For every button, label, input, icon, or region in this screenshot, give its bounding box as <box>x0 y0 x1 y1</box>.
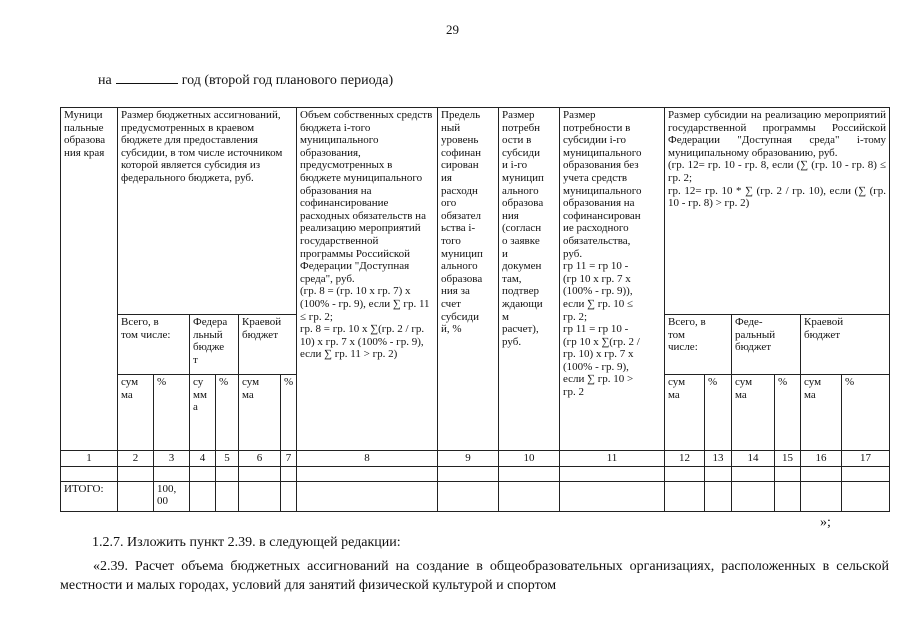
header-percent: % <box>842 375 890 451</box>
column-number: 11 <box>560 451 665 467</box>
column-number: 7 <box>281 451 297 467</box>
column-number: 5 <box>216 451 239 467</box>
header-own-funds: Объем собственных средств бюджета i-того муниципального образования, предусмотренных в бюджете муниципального образования на софинансирование расходных обязательств на реализацию мероприятий государственной программы Российской Федерации "Доступная среда", руб. (гр. 8 = (гр. 10 х гр. 7) х (100% - гр. 9), если ∑ гр. 11 ≤ гр. 2; гр. 8 = гр. 10 х ∑(гр. 2 / гр. 10) х гр. 7 х (100% - гр. 9), если ∑ гр. 11 > гр. 2) <box>297 108 438 451</box>
page-number: 29 <box>446 22 459 37</box>
header-sum: сум ма <box>801 375 842 451</box>
closing-quote: »; <box>820 515 831 530</box>
column-number: 10 <box>499 451 560 467</box>
empty-row <box>61 466 890 481</box>
column-number: 2 <box>118 451 154 467</box>
column-number-row <box>61 451 890 467</box>
column-number: 9 <box>438 451 499 467</box>
header-percent: % <box>705 375 732 451</box>
header-sum: сум ма <box>665 375 705 451</box>
column-number: 16 <box>801 451 842 467</box>
heading-suffix: год (второй год планового периода) <box>181 73 394 88</box>
header-total-including-2: Всего, в том числе: <box>665 315 732 375</box>
year-blank <box>116 72 178 84</box>
column-number: 15 <box>775 451 801 467</box>
paragraph-2-39: «2.39. Расчет объема бюджетных ассигнований на создание в общеобразовательных организациях, расположенных в сельской местности и малых городах, условий для занятий физической культурой и спортом <box>60 559 889 593</box>
header-regional-budget-2: Краевой бюджет <box>801 315 890 375</box>
column-number: 3 <box>154 451 190 467</box>
column-number: 1 <box>61 451 118 467</box>
header-need-size: Размер потребн ости в субсиди и i-го муницип ального образова ния (согласн о заявке и докумен там, подтвер ждающи м расчет), руб. <box>499 108 560 451</box>
header-sum: сум ма <box>732 375 775 451</box>
header-need-without-cofinancing: Размер потребности в субсидии i-го муниципального образования без учета средств муниципального образования на софинансирован ие расходного обязательства, руб. гр 11 = гр 10 - (гр 10 х гр. 7 х (100% - гр. 9)), если ∑ гр. 10 ≤ гр. 2; гр 11 = гр 10 - (гр 10 х ∑(гр. 2 / гр. 10) х гр. 7 х (100% - гр. 9), если ∑ гр. 10 > гр. 2 <box>560 108 665 451</box>
header-federal-budget: Федера льный бюдже т <box>190 315 239 375</box>
column-number: 13 <box>705 451 732 467</box>
column-number: 12 <box>665 451 705 467</box>
header-budget-allocations: Размер бюджетных ассигнований, предусмотренных в краевом бюджете для предоставления субсидии, в том числе источником которой является субсидия из федерального бюджета, руб. <box>118 108 297 315</box>
header-sum: сум ма <box>118 375 154 451</box>
column-number: 8 <box>297 451 438 467</box>
header-municipal: Муници пальные образова ния края <box>61 108 118 451</box>
header-federal-budget-2: Феде- ральный бюджет <box>732 315 801 375</box>
table-heading <box>98 72 393 89</box>
total-row <box>61 481 890 511</box>
header-sum: су мм а <box>190 375 216 451</box>
column-number: 4 <box>190 451 216 467</box>
header-percent: % <box>216 375 239 451</box>
column-number: 6 <box>239 451 281 467</box>
paragraph-amendment: 1.2.7. Изложить пункт 2.39. в следующей редакции: <box>92 535 401 550</box>
header-percent: % <box>281 375 297 451</box>
total-label: ИТОГО: <box>61 481 118 511</box>
header-subsidy-size: Размер субсидии на реализацию мероприятий государственной программы Российской Федерации "Доступная среда" i-тому муниципальному образованию, руб. (гр. 12= гр. 10 - гр. 8, если (∑ (гр. 10 - гр. 8) ≤ гр. 2; гр. 12= гр. 10 * ∑ (гр. 2 / гр. 10), если (∑ (гр. 10 - гр. 8) > гр. 2) <box>665 108 890 315</box>
header-regional-budget: Краевой бюджет <box>239 315 297 375</box>
header-total-including: Всего, в том числе: <box>118 315 190 375</box>
column-number: 17 <box>842 451 890 467</box>
header-percent: % <box>154 375 190 451</box>
header-sum: сум ма <box>239 375 281 451</box>
header-percent: % <box>775 375 801 451</box>
header-cofinancing-level: Предель ный уровень софинан сирован ия расходн ого обязател ьства i- того муницип ального образова ния за счет субсиди й, % <box>438 108 499 451</box>
subsidy-table <box>60 107 890 512</box>
total-percent: 100, 00 <box>154 481 190 511</box>
heading-prefix: на <box>98 73 112 88</box>
column-number: 14 <box>732 451 775 467</box>
